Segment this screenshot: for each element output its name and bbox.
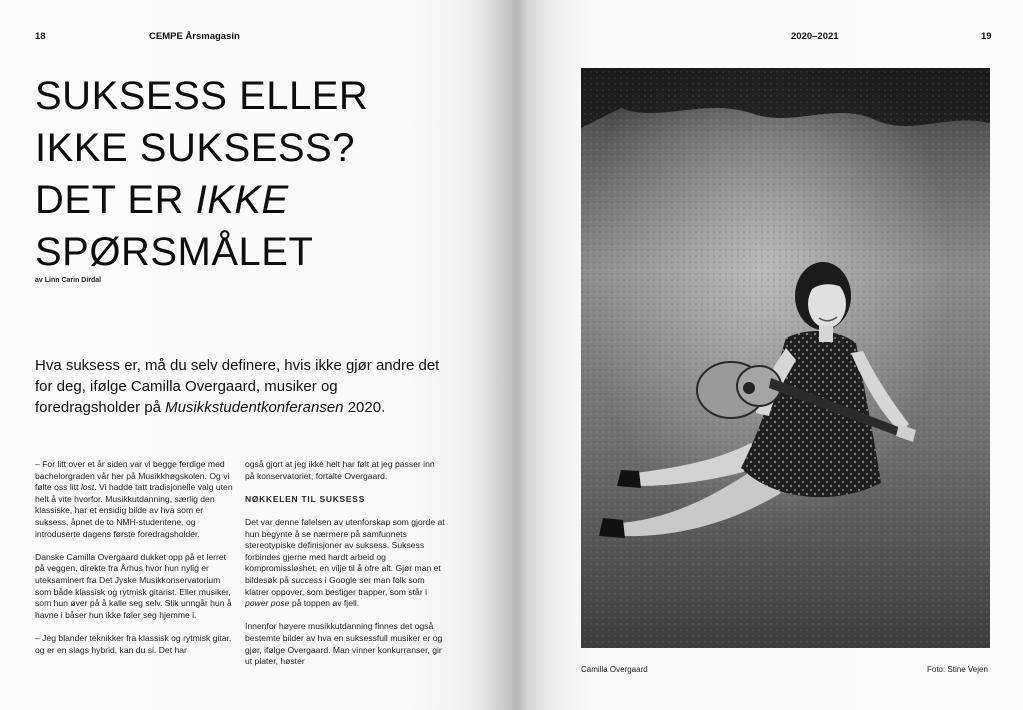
body-paragraph: – Jeg blander teknikker fra klassisk og rytmisk gitar, og er en slags hybrid, kan du si. Det har — [35, 632, 232, 655]
lead-text-after: 2020. — [343, 399, 386, 416]
body-paragraph: også gjort at jeg ikke helt har følt at jeg passer inn på konservatoriet, fortalte Overgaard. — [245, 459, 435, 481]
year-label: 2020–2021 — [791, 31, 839, 42]
headline-line-1: SUKSESS ELLER — [35, 74, 369, 118]
body-column-left — [35, 459, 235, 668]
headline-line-2: IKKE SUKSESS? — [35, 126, 355, 170]
body-italic-text: power pose — [245, 598, 290, 609]
headline-line-3-italic: IKKE — [195, 178, 289, 222]
body-text: . Vi hadde tatt tradisjonelle valg uten helt å vite hvorfor. Musikkutdanning, særlig den klassiske, har et ensidig bilde av hva som er suksess, åpnet de to NMH-studentene, og introduserte dagens første foredragsholder. — [35, 482, 233, 539]
article-headline — [35, 70, 455, 278]
magazine-title: CEMPE Årsmagasin — [149, 31, 240, 42]
section-subheading: NØKKELEN TIL SUKSESS — [245, 493, 366, 504]
photo-caption: Camilla Overgaard — [581, 665, 648, 674]
body-text: Det var denne følelsen av utenforskap som gjorde at hun begynte å se nærmere på samfunnets stereotypiske definisjoner av suksess. Suksess forbindes gjerne med hardt arbeid og kompromissløshet, en vilje til å ofre alt. Gjør man et bildesøk på — [245, 516, 445, 585]
lead-conference-name: Musikkstudentkonferansen — [165, 399, 344, 416]
headline-line-4: SPØRSMÅLET — [35, 230, 314, 274]
body-text: på toppen av fjell. — [289, 598, 360, 609]
photo-illustration — [581, 68, 990, 648]
body-italic-text: lost — [80, 482, 95, 493]
portrait-photo — [581, 68, 990, 648]
right-page-number: 19 — [981, 31, 992, 42]
article-lead — [35, 355, 445, 418]
body-paragraph — [245, 517, 445, 610]
photo-credit: Foto: Stine Vejen — [927, 665, 988, 674]
lead-text-before: Hva suksess er, må du selv definere, hvis ikke gjør andre det for deg, ifølge Camilla Overgaard, musiker og foredragsholder på — [35, 357, 440, 416]
body-italic-text: success — [291, 574, 323, 585]
body-paragraph — [35, 459, 235, 540]
body-text: i Google ser man folk som klatrer oppover, som bestiger trapper, som står i — [245, 574, 427, 597]
body-paragraph: Innenfor høyere musikkutdanning finnes det også bestemte bilder av hva en suksessfull musiker er og gjør, ifølge Overgaard. Man vinner konkurranser, gir ut plater, høster — [245, 621, 443, 667]
body-paragraph: Danske Camilla Overgaard dukket opp på et lerret på veggen, direkte fra Århus hvor hun nylig er uteksaminert fra Det Jyske Musikkonservatorium som både klassisk og rytmisk gitarist. Eller musiker, som hun øver på å kalle seg selv. Slik unngår hun å havne i båser hun ikke føler seg hjemme i. — [35, 551, 232, 620]
body-column-right — [245, 459, 445, 679]
article-byline: av Linn Carin Dirdal — [35, 277, 102, 284]
headline-line-3-prefix: DET ER — [35, 178, 196, 222]
body-text: – For litt over et år siden var vi begge ferdige med bachelorgraden vår her på Musikkhøgskolen. Og vi følte oss litt — [35, 459, 230, 493]
left-page-number: 18 — [35, 31, 46, 42]
